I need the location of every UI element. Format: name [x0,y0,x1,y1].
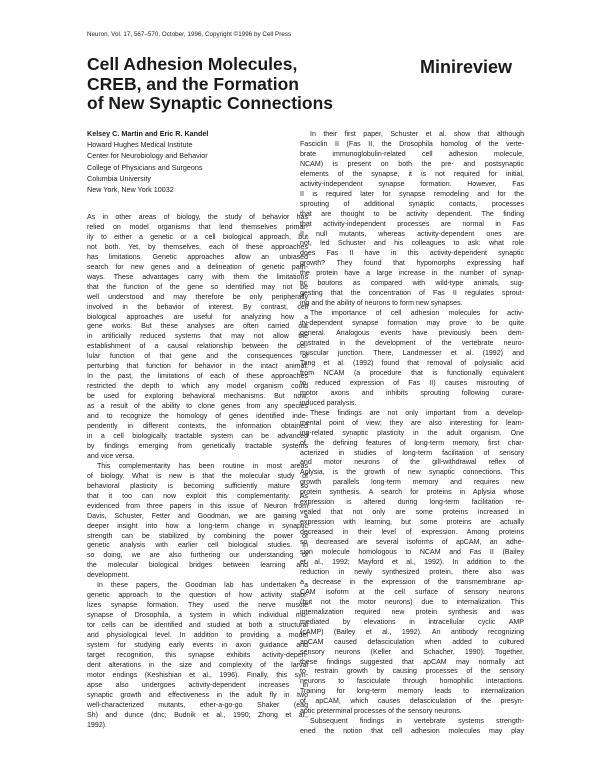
text-line: neurons to fasciculate through homophilic interactions. [300,678,524,686]
text-line: In the past, the limitations of each of these approaches [87,373,308,381]
text-line: establishment of a causal relationship between the cel- [87,343,308,351]
text-line: restricted the depth to which any model organism could [87,383,308,391]
text-line: system for studying early events in axon guidance and [87,641,308,649]
text-line: growth? They found that hypomorphs expressing half [300,260,524,268]
text-line: Training for long-term memory leads to internalization [300,688,524,696]
text-line: so doing, we are also furthering our understanding of [87,552,308,560]
text-line: lular function of that gene and the consequences of [87,353,308,361]
text-line: elements of the synapse, it is not required for initial, [300,170,524,178]
text-line: sensory neurons (Keller and Schacher, 1990). Together, [300,648,524,656]
author-affiliation [87,128,208,195]
text-line: perturbing that function for behavior in the intact animal. [87,363,308,371]
text-line: and to recognize the homology of genes identified inde- [87,413,308,421]
text-line: gesting that the concentration of Fas II regulates sprout- [300,290,524,298]
text-line: as a result of the ability to clone genes from any species [87,403,308,411]
text-line: mental point of view; they are also interesting for learn- [300,419,524,427]
text-line: of the defining features of long-term memory, first char- [300,439,524,447]
text-line: Tang et al. (1992) found that removal of polysialic acid [300,359,524,367]
text-line: apse also undergoes activity-dependent increases in [87,681,308,689]
text-line: be used for exploring behavioral mechanisms. But now, [87,393,308,401]
text-line: of apCAM, which causes defasciculation of the presyn- [300,698,524,706]
text-line: tor cells can be identified and studied at both a structural [87,622,308,630]
text-line: the protein have a large increase in the number of synap- [300,270,524,278]
text-line: so decreased are several isoforms of apCAM, an adhe- [300,539,524,547]
text-line: evidenced from three papers in this issue of Neuron from [87,502,308,510]
text-line: Fasciclin II (Fas II, the Drosophila homolog of the verte- [300,140,524,148]
text-line: internalization required new protein synthesis and was [300,608,524,616]
text-line: apCAM caused defasciculation when added to cultured [300,638,524,646]
text-line: not, led Schuster and his colleagues to ask: what role [300,240,524,248]
text-line: and vice versa. [87,452,135,460]
text-line: in artificially reduced systems that may not allow the [87,333,308,341]
text-line: Davis, Schuster, Fetter and Goodman, we are gaining a [87,512,308,520]
text-line: in a cell biologically tractable system can be advanced [87,432,308,440]
text-line: to restrain growth by causing processes of the sensory [300,668,524,676]
text-line: In these papers, the Goodman lab has undertaken a [97,582,308,590]
text-line: genetic approach to the question of how activity stabi- [87,592,308,600]
text-line: strength can be stabilized by combining the power of [87,532,308,540]
text-line: relied on model organisms that lend themselves primar- [87,223,308,231]
text-line: general. Analogous events have previously been dem- [300,330,524,338]
journal-citation: Neuron, Vol. 17, 567–570, October, 1996, Copyright ©1996 by Cell Press [87,31,292,38]
text-line: decreased in their level of expression. Among proteins [300,529,524,537]
text-line: that activity-independent processes are normal in Fas [300,220,524,228]
text-line: target recognition, this synapse exhibits activity-depen- [87,651,308,659]
text-line: sion molecule homologous to NCAM and Fas II (Bailey [300,549,524,557]
text-line: ing and the ability of neurons to form new synapses. [300,300,463,308]
article-title [87,55,387,114]
text-line: by findings emerging from genetically tractable systems [87,442,308,450]
text-line: involved in the behavior of interest. By contrast, cell [87,303,308,311]
text-line: well understood and may therefore be only peripherally [87,293,308,301]
text-line: of biology. What is new is that the molecular study of [87,472,308,480]
text-line: well-characterized mutants, ether-a-go-go Shaker (eag [87,701,308,709]
text-line: (cAMP) (Bailey et al., 1992). An antibody recognizing [300,628,524,636]
text-line: The importance of cell adhesion molecules for activ- [310,310,524,318]
text-line: biological approaches are useful for analyzing how a [87,313,308,321]
text-line: dent alterations in the size and complexity of the larval [87,661,308,669]
text-line: ing-related synaptic plasticity in the adult organism. One [300,429,524,437]
text-line: aptic preterminal processes of the sensory neurons. [300,708,462,716]
text-line: II null mutants, whereas activity-dependent ones are [300,230,524,238]
text-line: motor endings (Keshishian et al., 1996). Finally, this syn- [87,671,308,679]
text-line: synaptic growth and effectiveness in the adult fly in two [87,691,308,699]
text-line: mediated by elevations in intracellular cyclic AMP [300,618,524,626]
text-line: onstrated in the development of the vertebrate neuro- [300,340,524,348]
text-line: (but not the motor neurons) due to internalization. This [300,598,524,606]
text-line: Subsequent findings in vertebrate systems strength- [310,718,524,726]
text-line: and physiological level. In addition to providing a model [87,632,308,640]
text-line: 1992). [87,721,107,729]
text-line: II is required later for synapse remodeling and for the [300,190,524,198]
text-line: to reduced expression of Fas II) causes misrouting of [300,379,524,387]
title-line: CREB, and the Formation [87,73,299,94]
text-line: brate immunoglobulin-related cell adhesion molecule, [300,150,524,158]
title-line: Cell Adhesion Molecules, [87,54,298,74]
text-line: motor axons and inhibits sprouting following curare- [300,389,524,397]
affiliation-line: Columbia University [87,173,151,183]
text-line: search for new genes and a delineation of genetic path- [87,263,308,271]
text-line: expression is altered during long-term facilitation re- [300,499,524,507]
body-column-right [300,130,524,737]
text-line: ily to either a genetic or a cell biological approach, but [87,233,308,241]
affiliation-line: Center for Neurobiology and Behavior [87,151,208,161]
text-line: does Fas II have in this activity-dependent synaptic [300,250,524,258]
text-line: ways. These advantages carry with them the limitations [87,273,308,281]
text-line: In their first paper, Schuster et al. show that although [310,131,524,138]
text-line: sprouting of additional synaptic contacts, processes [300,200,524,208]
text-line: that the function of the gene so identified may not be [87,283,308,291]
text-line: behavioral plasticity is becoming sufficiently mature so [87,482,308,490]
text-line: reduction in newly synthesized protein, there also was [300,568,524,576]
text-line: NCAM) is present on both the pre- and postsynaptic [300,160,524,168]
text-line: These findings are not only important from a develop- [310,409,524,417]
text-line: that it too can now exploit this complementarity. As [87,492,308,500]
text-line: ened the notion that cell adhesion molecules may play [300,728,524,736]
text-line: This complementarity has been routine in most areas [97,462,308,470]
text-line: a decrease in the expression of the transmembrane ap- [300,578,524,586]
text-line: the molecular biological bridges between learning and [87,562,308,570]
text-line: genetic analysis with earlier cell biological studies. In [87,542,308,550]
text-line: activity-independent synapse formation. However, Fas [300,180,524,188]
text-line: not both. Yet, by themselves, each of these approaches [87,243,308,251]
text-line: pendently in different contexts, the information obtained [87,423,308,431]
text-line: ity-dependent synapse formation may prove to be quite [300,320,524,328]
body-column-left [87,213,308,731]
affiliation-line: New York, New York 10032 [87,185,174,195]
text-line: tic boutons as compared with wild-type animals, sug- [300,280,524,288]
text-line: deeper insight into how a long-term change in synaptic [87,522,308,530]
affiliation-line: Howard Hughes Medical Institute [87,140,193,150]
text-line: these findings suggested that apCAM may normally act [300,658,524,666]
text-line: has limitations. Genetic approaches allow an unbiased [87,253,308,261]
text-line: gene works. But these analyses are often carried out [87,323,308,331]
text-line: muscular junction. There, Landmesser et al. (1992) and [300,349,524,357]
affiliation-line: College of Physicians and Surgeons [87,162,203,172]
text-line: that are thought to be activity dependent. The finding [300,210,524,218]
text-line: vealed that not only are some proteins increased in [300,509,524,517]
section-label: Minireview [419,57,512,77]
text-line: CAM isoform at the cell surface of sensory neurons [300,588,524,596]
authors: Kelsey C. Martin and Eric R. Kandel [87,129,209,138]
title-line: of New Synaptic Connections [87,93,333,113]
text-line: protein synthesis. A search for proteins in Aplysia whose [300,489,524,497]
text-line: Aplysia, is the growth of new synaptic connections. This [300,469,524,477]
text-line: synapse of Drosophila, a system in which individual mo- [87,612,308,620]
text-line: and motor neurons of the gill-withdrawal reflex of [300,459,524,467]
text-line: acterized in studies of long-term facilitation of sensory [300,449,524,457]
text-line: lizes synapse formation. They used the nerve muscle [87,602,308,610]
text-line: development. [87,572,130,580]
text-line: growth parallels long-term memory and requires new [300,479,524,487]
text-line: induced paralysis. [300,399,357,407]
text-line: et al., 1992; Mayford et al., 1992). In addition to the [300,558,524,566]
text-line: from NCAM (a procedure that is functionally equivalent [300,369,524,377]
text-line: expression with learning, but some proteins are actually [300,519,524,527]
text-line: Sh) and dunce (dnc; Budnik et al., 1990; Zhong et al., [87,711,308,719]
text-line: As in other areas of biology, the study of behavior has [87,214,308,221]
